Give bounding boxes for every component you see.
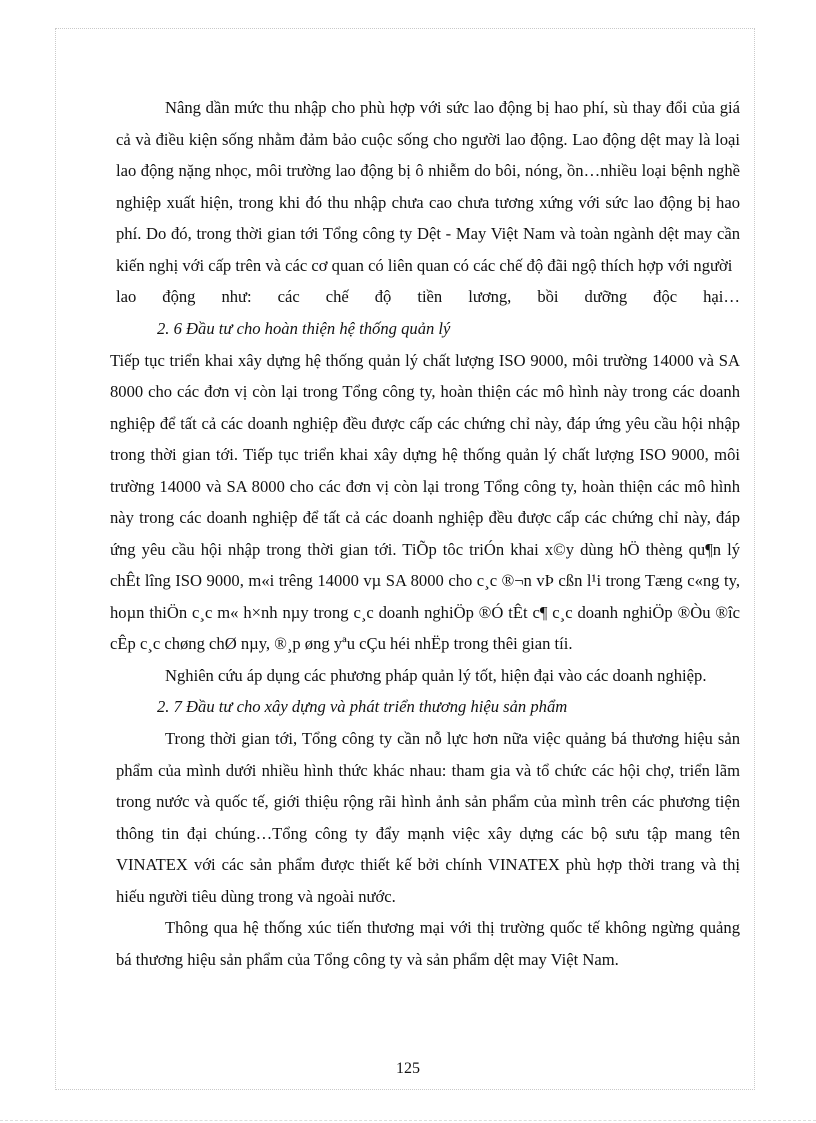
section-heading-2-6: 2. 6 Đầu tư cho hoàn thiện hệ thống quản lý <box>157 318 451 338</box>
paragraph-trade-promotion: Thông qua hệ thống xúc tiến thương mại với thị trường quốc tế không ngừng quảng bá thương hiệu sản phẩm của Tổng công ty và sản phẩm dệt may Việt Nam. <box>116 918 740 969</box>
document-body <box>110 92 740 975</box>
page-number: 125 <box>396 1060 420 1077</box>
paragraph-income: Nâng dần mức thu nhập cho phù hợp với sức lao động bị hao phí, sù thay đổi của giá cả và điều kiện sống nhằm đảm bảo cuộc sống cho người lao động. Lao động dệt may là loại lao động nặng nhọc, môi trường lao động bị ô nhiễm do bôi, nóng, ồn…nhiều loại bệnh nghề nghiệp xuất hiện, trong khi đó thu nhập chưa cao chưa tương xứng với sức lao động bị hao phí. Do đó, trong thời gian tới Tổng công ty Dệt - May Việt Nam và toàn ngành dệt may cần kiến nghị với cấp trên và các cơ quan có liên quan có các chế độ đãi ngộ thích hợp với người <box>116 98 740 275</box>
paragraph-management-system: Tiếp tục triển khai xây dựng hệ thống quản lý chất lượng ISO 9000, môi trường 14000 và SA 8000 cho các đơn vị còn lại trong Tổng công ty, hoàn thiện các mô hình này trong các doanh nghiệp để tất cả các doanh nghiệp đều được cấp các chứng chỉ này, đáp ứng yêu cầu hội nhập trong thời gian tới. Tiếp tục triển khai xây dựng hệ thống quản lý chất lượng ISO 9000, môi trường 14000 và SA 8000 cho các đơn vị còn lại trong Tổng công ty, hoàn thiện các mô hình này trong các doanh nghiệp để tất cả các doanh nghiệp đều được cấp các chứng chỉ này, đáp ứng yêu cầu hội nhập trong thời gian tới. TiÕp tôc triÓn khai x©y dùng hÖ thèng qu¶n lý chÊt lîng ISO 9000, m«i trêng 14000 vµ SA 8000 cho c¸c ®¬n vÞ cßn l¹i trong Tæng c«ng ty, hoµn thiÖn c¸c m« h×nh nµy trong c¸c doanh nghiÖp ®Ó tÊt c¶ c¸c doanh nghiÖp ®Òu ®îc cÊp c¸c chøng chØ nµy, ®¸p øng yªu cÇu héi nhËp trong thêi gian tíi. <box>110 350 740 653</box>
paragraph-income-last-line: lao động như: các chế độ tiền lương, bồi dưỡng độc hại… <box>116 287 740 306</box>
paragraph-management-methods: Nghiên cứu áp dụng các phương pháp quản lý tốt, hiện đại vào các doanh nghiệp. <box>165 665 707 685</box>
page-separator <box>0 1120 816 1121</box>
paragraph-brand-promotion: Trong thời gian tới, Tổng công ty cần nỗ lực hơn nữa việc quảng bá thương hiệu sản phẩm của mình dưới nhiều hình thức khác nhau: tham gia và tổ chức các hội chợ, triển lãm trong nước và quốc tế, giới thiệu rộng rãi hình ảnh sản phẩm của mình trên các phương tiện thông tin đại chúng…Tổng công ty đẩy mạnh việc xây dựng các bộ sưu tập mang tên VINATEX với các sản phẩm được thiết kế bởi chính VINATEX phù hợp thời trang và thị hiếu người tiêu dùng trong và ngoài nước. <box>116 729 740 906</box>
section-heading-2-7: 2. 7 Đầu tư cho xây dựng và phát triển thương hiệu sản phẩm <box>157 697 568 716</box>
